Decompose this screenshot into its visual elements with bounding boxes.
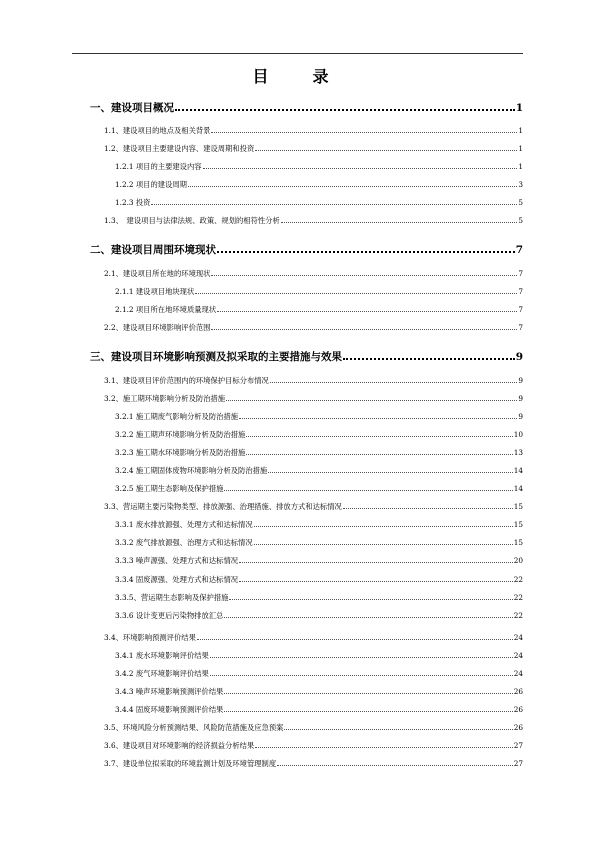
toc-entry-label: 3.1、建设项目评价范围内的环境保护目标分布情况	[104, 376, 269, 385]
toc-entry-page: 27	[513, 741, 523, 750]
toc-entry-page: 26	[513, 705, 523, 714]
toc-entry[interactable]	[115, 687, 523, 697]
toc-leader-dots	[203, 168, 518, 169]
toc-entry[interactable]	[115, 448, 523, 458]
toc-entry-label: 3.6、建设项目对环境影响的经济损益分析结果	[104, 741, 255, 750]
toc-leader-dots	[277, 765, 513, 766]
toc-entry-label: 3.2.5 施工期生态影响及保护措施	[115, 484, 224, 493]
toc-entry-page: 26	[513, 723, 523, 732]
toc-entry-page: 9	[518, 412, 523, 421]
toc-entry-page: 27	[513, 759, 523, 768]
toc-entry-label: 3.4.4 固废环境影响预测评价结果	[115, 705, 224, 714]
toc-entry-page: 13	[513, 448, 523, 457]
toc-leader-dots	[246, 454, 512, 455]
toc-entry-label: 三、建设项目环境影响预测及拟采取的主要措施与效果	[90, 351, 342, 363]
toc-entry[interactable]	[115, 180, 523, 190]
toc-entry-label: 3.3.2 废气排放源强、治理方式和达标情况	[115, 538, 253, 547]
toc-entry[interactable]	[104, 741, 523, 751]
toc-entry[interactable]	[104, 126, 523, 136]
toc-entry-label: 3.4.2 废气环境影响评价结果	[115, 669, 209, 678]
toc-leader-dots	[246, 436, 512, 437]
toc-entry-page: 1	[518, 162, 523, 171]
toc-entry-label: 2.1、建设项目所在地的环境现状	[104, 269, 211, 278]
toc-entry[interactable]	[115, 538, 523, 548]
toc-entry-page: 9	[518, 394, 523, 403]
toc-entry[interactable]	[115, 305, 523, 315]
toc-entry[interactable]	[90, 349, 523, 364]
toc-entry[interactable]	[115, 593, 523, 603]
toc-entry[interactable]	[115, 705, 523, 715]
toc-entry-page: 24	[513, 651, 523, 660]
toc-entry-label: 3.2、施工期环境影响分析及防治措施	[104, 394, 226, 403]
toc-entry[interactable]	[90, 242, 523, 257]
toc-entry[interactable]	[115, 575, 523, 585]
toc-entry[interactable]	[115, 287, 523, 297]
toc-entry-page: 7	[518, 287, 523, 296]
toc-leader-dots	[210, 675, 513, 676]
toc-entry-page: 14	[513, 484, 523, 493]
toc-entry[interactable]	[115, 198, 523, 208]
toc-entry-page: 9	[515, 351, 523, 363]
toc-leader-dots	[281, 222, 518, 223]
toc-entry-label: 3.7、建设单位拟采取的环境监测计划及环境管理制度	[104, 759, 277, 768]
toc-entry-page: 1	[518, 144, 523, 153]
toc-leader-dots	[255, 747, 512, 748]
toc-entry[interactable]	[104, 216, 523, 226]
toc-entry-page: 7	[518, 305, 523, 314]
toc-leader-dots	[224, 617, 512, 618]
toc-leader-dots	[211, 275, 517, 276]
toc-entry-label: 一、建设项目概况	[90, 102, 174, 114]
toc-entry-label: 3.2.4 施工期固体废物环境影响分析及防治措施	[115, 466, 268, 475]
toc-entry-label: 3.3.4 固废源强、处理方式和达标情况	[115, 575, 239, 584]
toc-entry[interactable]	[115, 651, 523, 661]
toc-entry-page: 15	[513, 502, 523, 511]
toc-entry[interactable]	[115, 556, 523, 566]
toc-entry-label: 3.2.2 施工期声环境影响分析及防治措施	[115, 430, 246, 439]
toc-entry-label: 2.1.2 项目所在地环境质量现状	[115, 305, 217, 314]
toc-entry-page: 20	[513, 556, 523, 565]
toc-entry[interactable]	[115, 669, 523, 679]
toc-entry-label: 3.3.6 设计变更后污染物排放汇总	[115, 611, 224, 620]
toc-entry[interactable]	[115, 412, 523, 422]
toc-leader-dots	[343, 358, 515, 360]
toc-entry-page: 5	[518, 198, 523, 207]
toc-entry[interactable]	[115, 430, 523, 440]
toc-entry[interactable]	[104, 759, 523, 769]
toc-entry-label: 3.4.1 废水环境影响评价结果	[115, 651, 209, 660]
toc-entry[interactable]	[104, 376, 523, 386]
toc-entry[interactable]	[104, 323, 523, 333]
toc-entry-page: 15	[513, 520, 523, 529]
toc-leader-dots	[226, 400, 517, 401]
toc-leader-dots	[343, 508, 513, 509]
toc-entry-page: 22	[513, 593, 523, 602]
toc-leader-dots	[284, 729, 512, 730]
toc-entry-label: 3.3.5、营运期生态影响及保护措施	[115, 593, 229, 602]
toc-entry-label: 3.2.3 施工期水环境影响分析及防治措施	[115, 448, 246, 457]
toc-entry[interactable]	[115, 611, 523, 621]
header-rule	[72, 53, 523, 54]
toc-leader-dots	[268, 472, 512, 473]
toc-entry[interactable]	[104, 633, 523, 643]
toc-entry[interactable]	[115, 520, 523, 530]
toc-leader-dots	[151, 204, 517, 205]
toc-entry-page: 24	[513, 633, 523, 642]
toc-entry[interactable]	[104, 502, 523, 512]
toc-leader-dots	[239, 418, 517, 419]
toc-leader-dots	[211, 329, 517, 330]
toc-entry-label: 3.4、环境影响预测评价结果	[104, 633, 196, 642]
toc-entry-label: 3.3.1 废水排放源强、处理方式和达标情况	[115, 520, 253, 529]
toc-entry-label: 1.2.2 项目的建设周期	[115, 180, 187, 189]
toc-entry-label: 1.2.3 投资	[115, 198, 151, 207]
toc-entry-label: 1.1、建设项目的地点及相关背景	[104, 126, 211, 135]
page-title: 目 录	[252, 67, 343, 86]
toc-entry[interactable]	[104, 723, 523, 733]
toc-entry[interactable]	[115, 484, 523, 494]
toc-entry-page: 9	[518, 376, 523, 385]
toc-leader-dots	[254, 544, 513, 545]
toc-entry-page: 1	[515, 102, 523, 114]
toc-leader-dots	[239, 562, 513, 563]
toc-entry-label: 3.3.3 噪声源强、处理方式和达标情况	[115, 556, 239, 565]
toc-entry-label: 1.2、建设项目主要建设内容、建设周期和投资	[104, 144, 255, 153]
toc-entry-page: 22	[513, 611, 523, 620]
toc-leader-dots	[239, 581, 513, 582]
toc-leader-dots	[224, 693, 512, 694]
toc-entry-page: 7	[518, 269, 523, 278]
toc-leader-dots	[217, 251, 515, 253]
toc-entry-label: 1.3、 建设项目与法律法规、政策、规划的相符性分析	[104, 216, 280, 225]
toc-entry-page: 14	[513, 466, 523, 475]
toc-leader-dots	[210, 657, 513, 658]
toc-leader-dots	[197, 639, 513, 640]
toc-entry-page: 7	[515, 244, 523, 256]
toc-leader-dots	[188, 186, 517, 187]
toc-leader-dots	[217, 311, 517, 312]
toc-entry[interactable]	[104, 394, 523, 404]
toc-entry-page: 5	[518, 216, 523, 225]
toc-entry-page: 3	[518, 180, 523, 189]
toc-leader-dots	[195, 293, 517, 294]
toc-entry-label: 1.2.1 项目的主要建设内容	[115, 162, 202, 171]
toc-leader-dots	[270, 382, 518, 383]
toc-entry-page: 7	[518, 323, 523, 332]
toc-leader-dots	[229, 599, 512, 600]
toc-entry-page: 1	[518, 126, 523, 135]
toc-leader-dots	[224, 711, 512, 712]
toc-leader-dots	[224, 490, 512, 491]
toc-entry-page: 15	[513, 538, 523, 547]
toc-entry-page: 10	[513, 430, 523, 439]
toc-entry-label: 3.4.3 噪声环境影响预测评价结果	[115, 687, 224, 696]
toc-entry[interactable]	[104, 144, 523, 154]
toc-entry-page: 22	[513, 575, 523, 584]
toc-leader-dots	[254, 526, 513, 527]
toc-entry[interactable]	[115, 162, 523, 172]
toc-entry[interactable]	[104, 269, 523, 279]
toc-leader-dots	[175, 109, 515, 111]
toc-leader-dots	[255, 150, 517, 151]
toc-entry-label: 2.1.1 建设项目地块现状	[115, 287, 195, 296]
toc-entry-label: 3.2.1 施工期废气影响分析及防治措施	[115, 412, 239, 421]
toc-leader-dots	[211, 132, 517, 133]
toc-entry-label: 2.2、建设项目环境影响评价范围	[104, 323, 211, 332]
toc-entry[interactable]	[115, 466, 523, 476]
toc-entry-label: 3.5、环境风险分析预测结果、风险防范措施及应急预案	[104, 723, 284, 732]
toc-entry-label: 3.3、营运期主要污染物类型、排放源强、治理措施、排放方式和达标情况	[104, 502, 342, 511]
toc-entry-page: 26	[513, 687, 523, 696]
toc-entry-page: 24	[513, 669, 523, 678]
toc-entry[interactable]	[90, 100, 523, 115]
toc-entry-label: 二、建设项目周围环境现状	[90, 244, 216, 256]
